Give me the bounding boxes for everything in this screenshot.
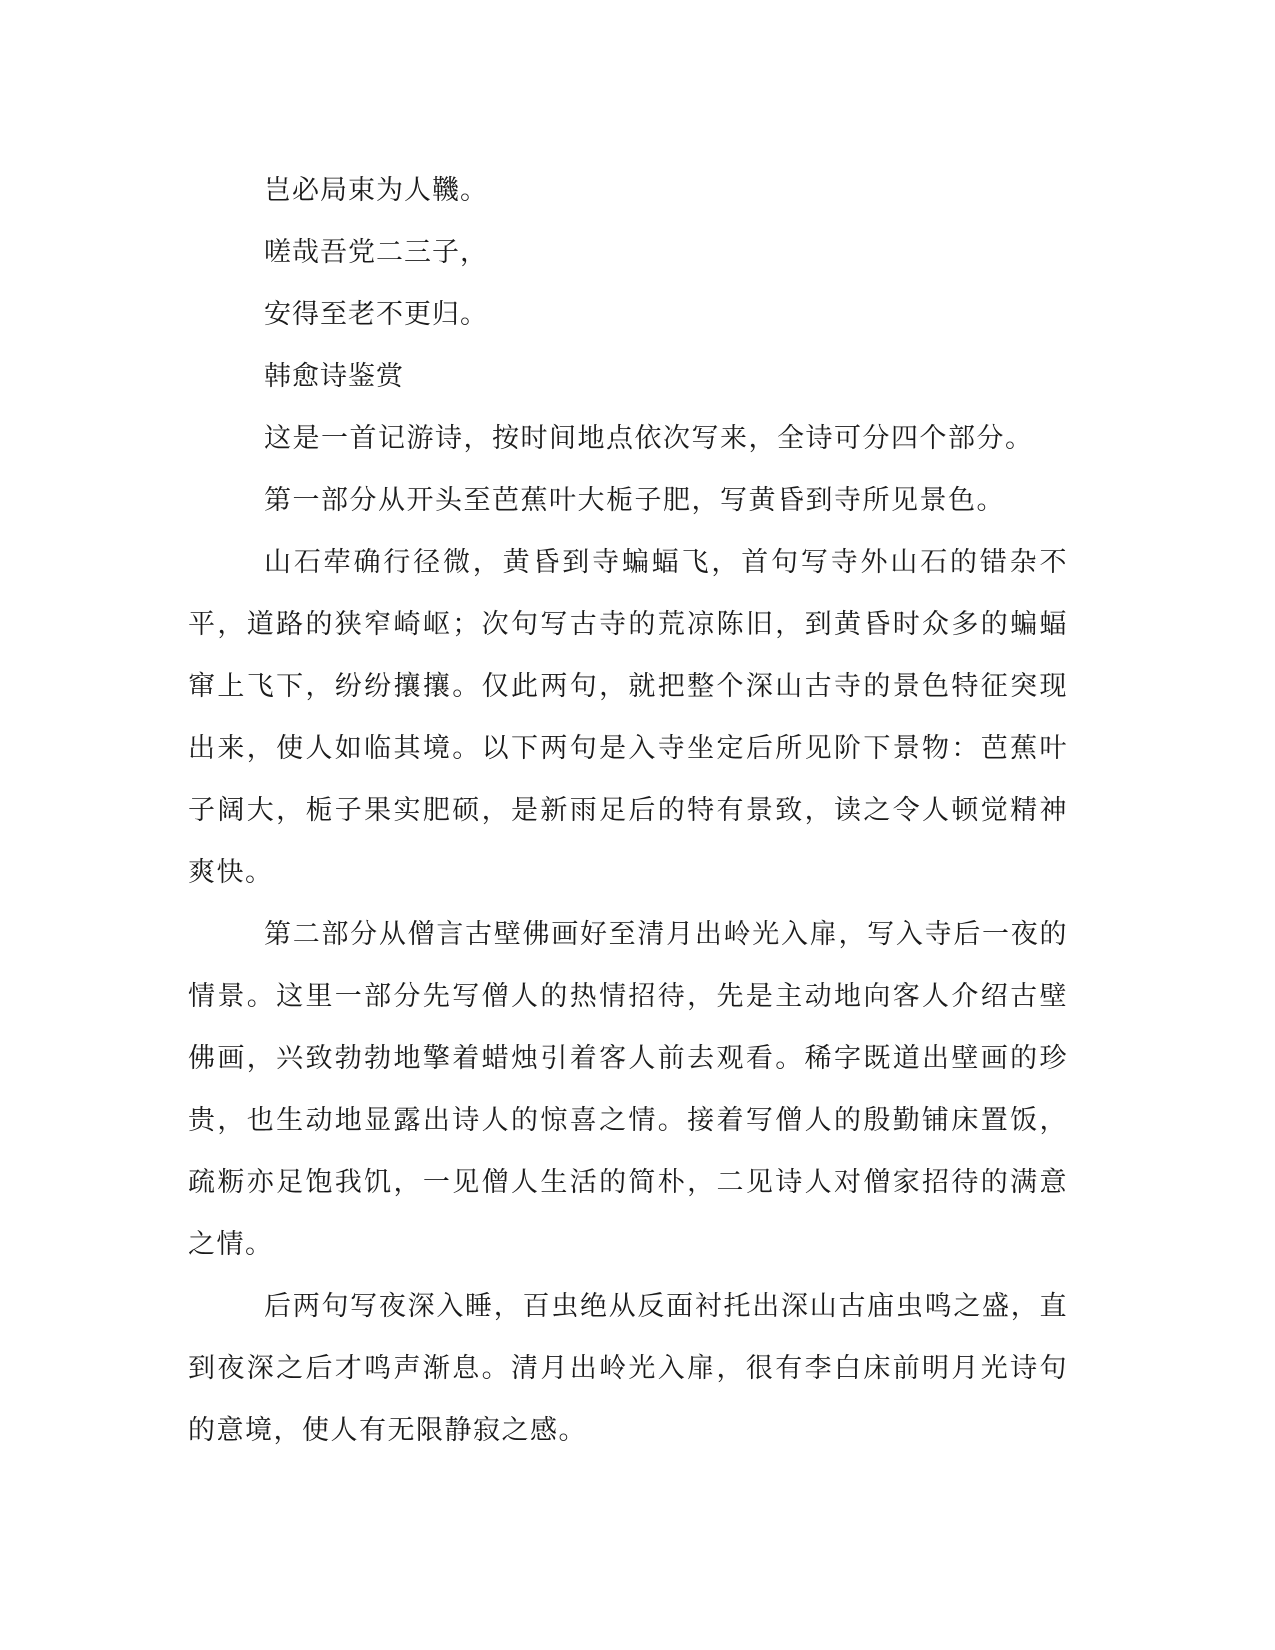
poem-line-3: 安得至老不更归。 — [264, 299, 488, 330]
page-content — [188, 160, 1068, 1462]
poem-line-1: 岂必局束为人鞿。 — [264, 175, 488, 206]
paragraph-part-one: 第一部分从开头至芭蕉叶大栀子肥，写黄昏到寺所见景色。 — [264, 485, 1005, 516]
paragraph-part-two: 第二部分从僧言古壁佛画好至清月出岭光入扉，写入寺后一夜的情景。这里一部分先写僧人的热情招待，先是主动地向客人介绍古壁佛画，兴致勃勃地擎着蜡烛引着客人前去观看。稀字既道出壁画的珍贵，也生动地显露出诗人的惊喜之情。接着写僧人的殷勤铺床置饭，疏粝亦足饱我饥，一见僧人生活的简朴，二见诗人对僧家招待的满意之情。 — [188, 919, 1068, 1260]
poem-line-2: 嗟哉吾党二三子， — [264, 237, 488, 268]
section-heading: 韩愈诗鉴赏 — [264, 361, 404, 392]
paragraph-night: 后两句写夜深入睡，百虫绝从反面衬托出深山古庙虫鸣之盛，直到夜深之后才鸣声渐息。清月出岭光入扉，很有李白床前明月光诗句的意境，使人有无限静寂之感。 — [188, 1291, 1068, 1446]
paragraph-scenery: 山石荦确行径微，黄昏到寺蝙蝠飞，首句写寺外山石的错杂不平，道路的狭窄崎岖；次句写古寺的荒凉陈旧，到黄昏时众多的蝙蝠窜上飞下，纷纷攘攘。仅此两句，就把整个深山古寺的景色特征突现出来，使人如临其境。以下两句是入寺坐定后所见阶下景物：芭蕉叶子阔大，栀子果实肥硕，是新雨足后的特有景致，读之令人顿觉精神爽快。 — [188, 547, 1068, 888]
paragraph-intro: 这是一首记游诗，按时间地点依次写来，全诗可分四个部分。 — [264, 423, 1034, 454]
